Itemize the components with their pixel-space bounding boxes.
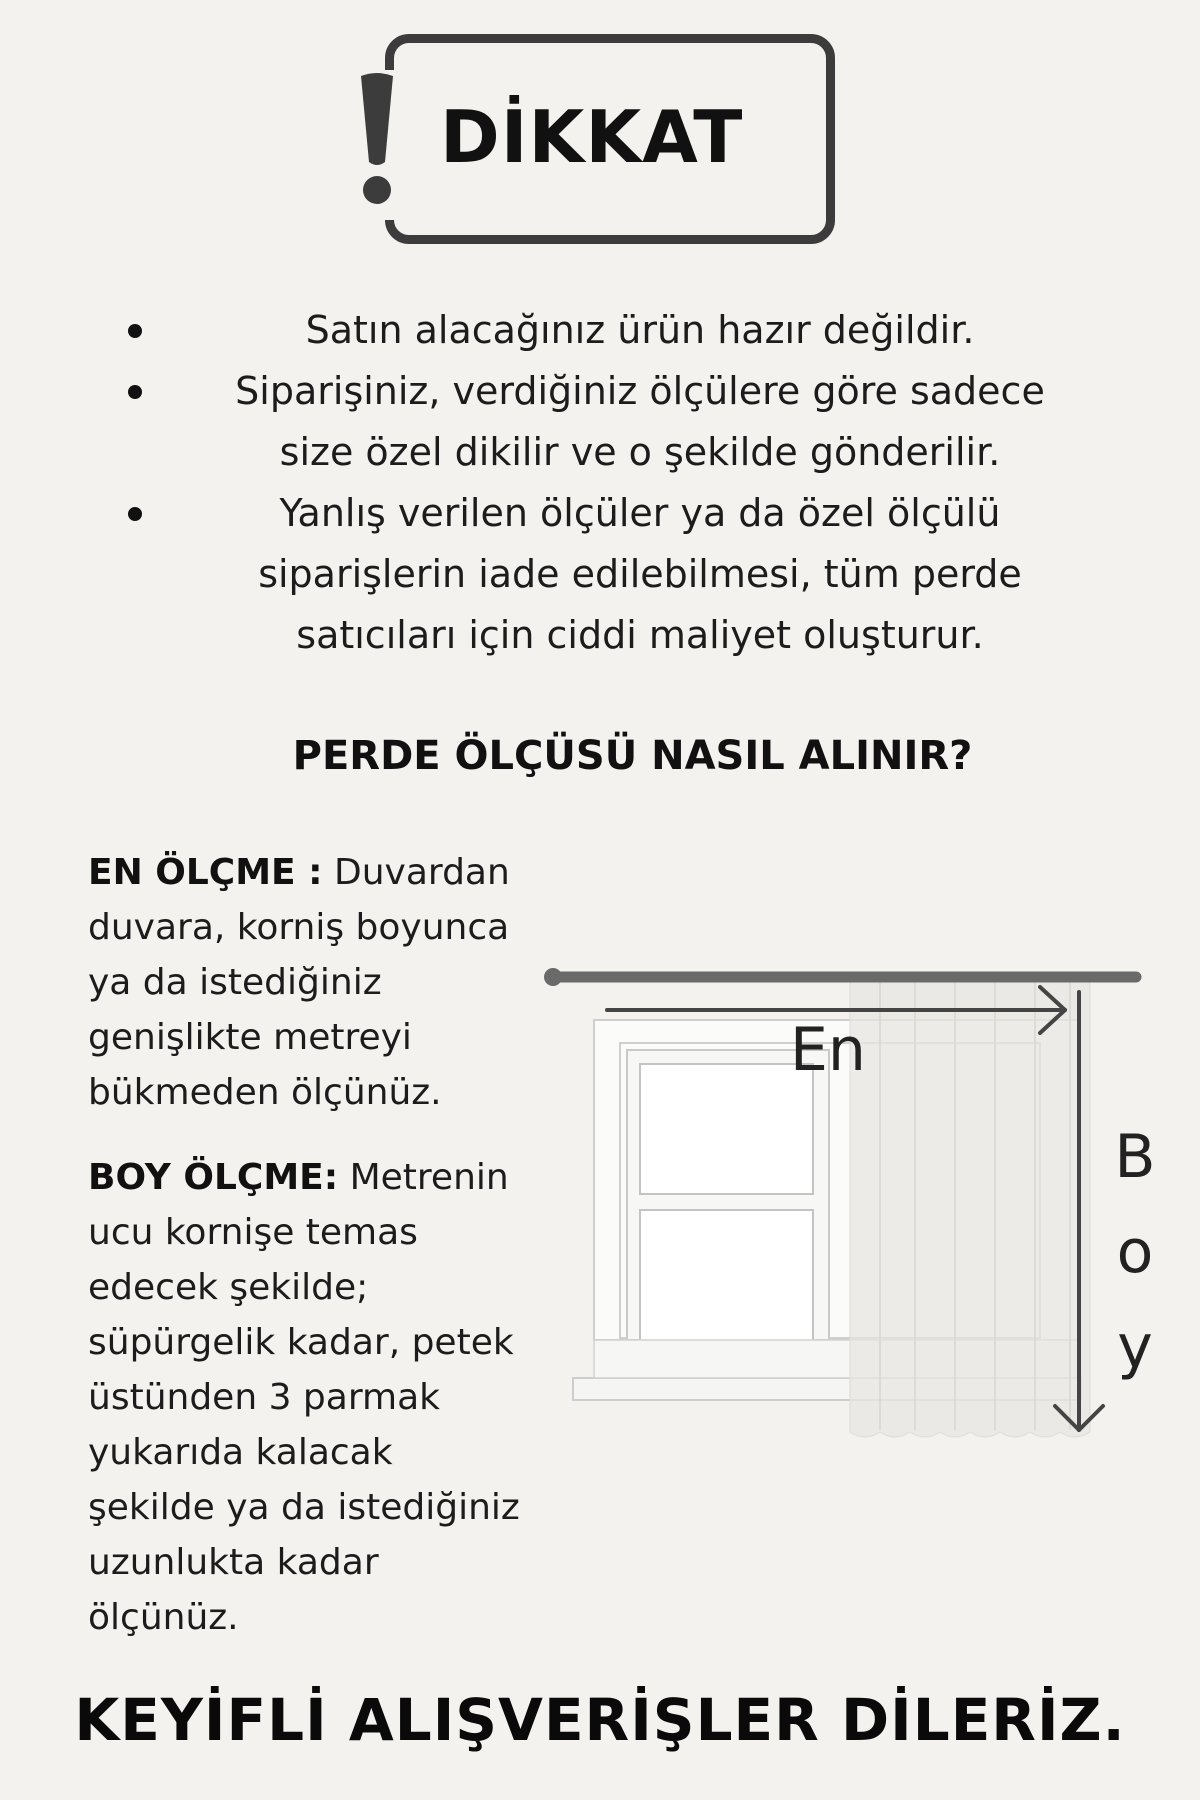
instruction-text: Metrenin: [338, 1157, 509, 1198]
instruction-line: duvara, korniş boyunca: [88, 907, 510, 948]
note-line: Siparişiniz, verdiğiniz ölçülere göre sadece: [235, 369, 1045, 413]
note-line: Yanlış verilen ölçüler ya da özel ölçülü: [279, 491, 1001, 535]
instruction-line: [88, 845, 588, 900]
note-line: satıcıları için ciddi maliyet oluşturur.: [296, 613, 984, 657]
notes-list: [120, 300, 1120, 666]
boy-letter: y: [1117, 1312, 1153, 1382]
instruction-line: ya da istediğiniz: [88, 962, 382, 1003]
exclamation-icon: [357, 70, 397, 210]
height-label-boy: [1110, 1110, 1160, 1395]
instruction-line: genişlikte metreyi: [88, 1017, 412, 1058]
instruction-line: şekilde ya da istediğiniz: [88, 1487, 520, 1528]
bullet-dot-icon: [128, 507, 142, 521]
instruction-line: ucu kornişe temas: [88, 1212, 418, 1253]
instruction-line: ölçünüz.: [88, 1597, 239, 1638]
note-line: siparişlerin iade edilebilmesi, tüm perde: [258, 552, 1022, 596]
instruction-line: uzunlukta kadar: [88, 1542, 379, 1583]
note-item: [120, 483, 1120, 666]
bullet-dot-icon: [128, 385, 142, 399]
instruction-line: [88, 1150, 588, 1205]
section-title: PERDE ÖLÇÜSÜ NASIL ALINIR?: [292, 733, 973, 779]
boy-letter: o: [1116, 1217, 1154, 1287]
footer-greeting: KEYİFLİ ALIŞVERİŞLER DİLERİZ.: [74, 1686, 1126, 1754]
bullet-dot-icon: [128, 324, 142, 338]
height-label: BOY ÖLÇME:: [88, 1157, 339, 1198]
note-item: [120, 300, 1120, 361]
width-label-en: En: [790, 1015, 866, 1085]
note-item: [120, 361, 1120, 483]
instruction-line: bükmeden ölçünüz.: [88, 1072, 442, 1113]
note-line: Satın alacağınız ürün hazır değildir.: [305, 308, 975, 352]
instruction-line: yukarıda kalacak: [88, 1432, 393, 1473]
instruction-line: süpürgelik kadar, petek: [88, 1322, 514, 1363]
boy-letter: B: [1114, 1122, 1156, 1192]
height-instructions: [88, 1150, 588, 1645]
warning-title: DİKKAT: [440, 95, 744, 179]
window-pane-top: [640, 1064, 813, 1194]
width-instructions: [88, 845, 588, 1120]
instruction-line: üstünden 3 parmak: [88, 1377, 440, 1418]
instruction-line: edecek şekilde;: [88, 1267, 369, 1308]
instruction-text: Duvardan: [322, 852, 510, 893]
note-line: size özel dikilir ve o şekilde gönderilir.: [279, 430, 1001, 474]
curtain-rod-finial: [544, 968, 562, 986]
window-pane-bottom: [640, 1210, 813, 1342]
curtain: [850, 980, 1090, 1437]
width-label: EN ÖLÇME :: [88, 852, 323, 893]
